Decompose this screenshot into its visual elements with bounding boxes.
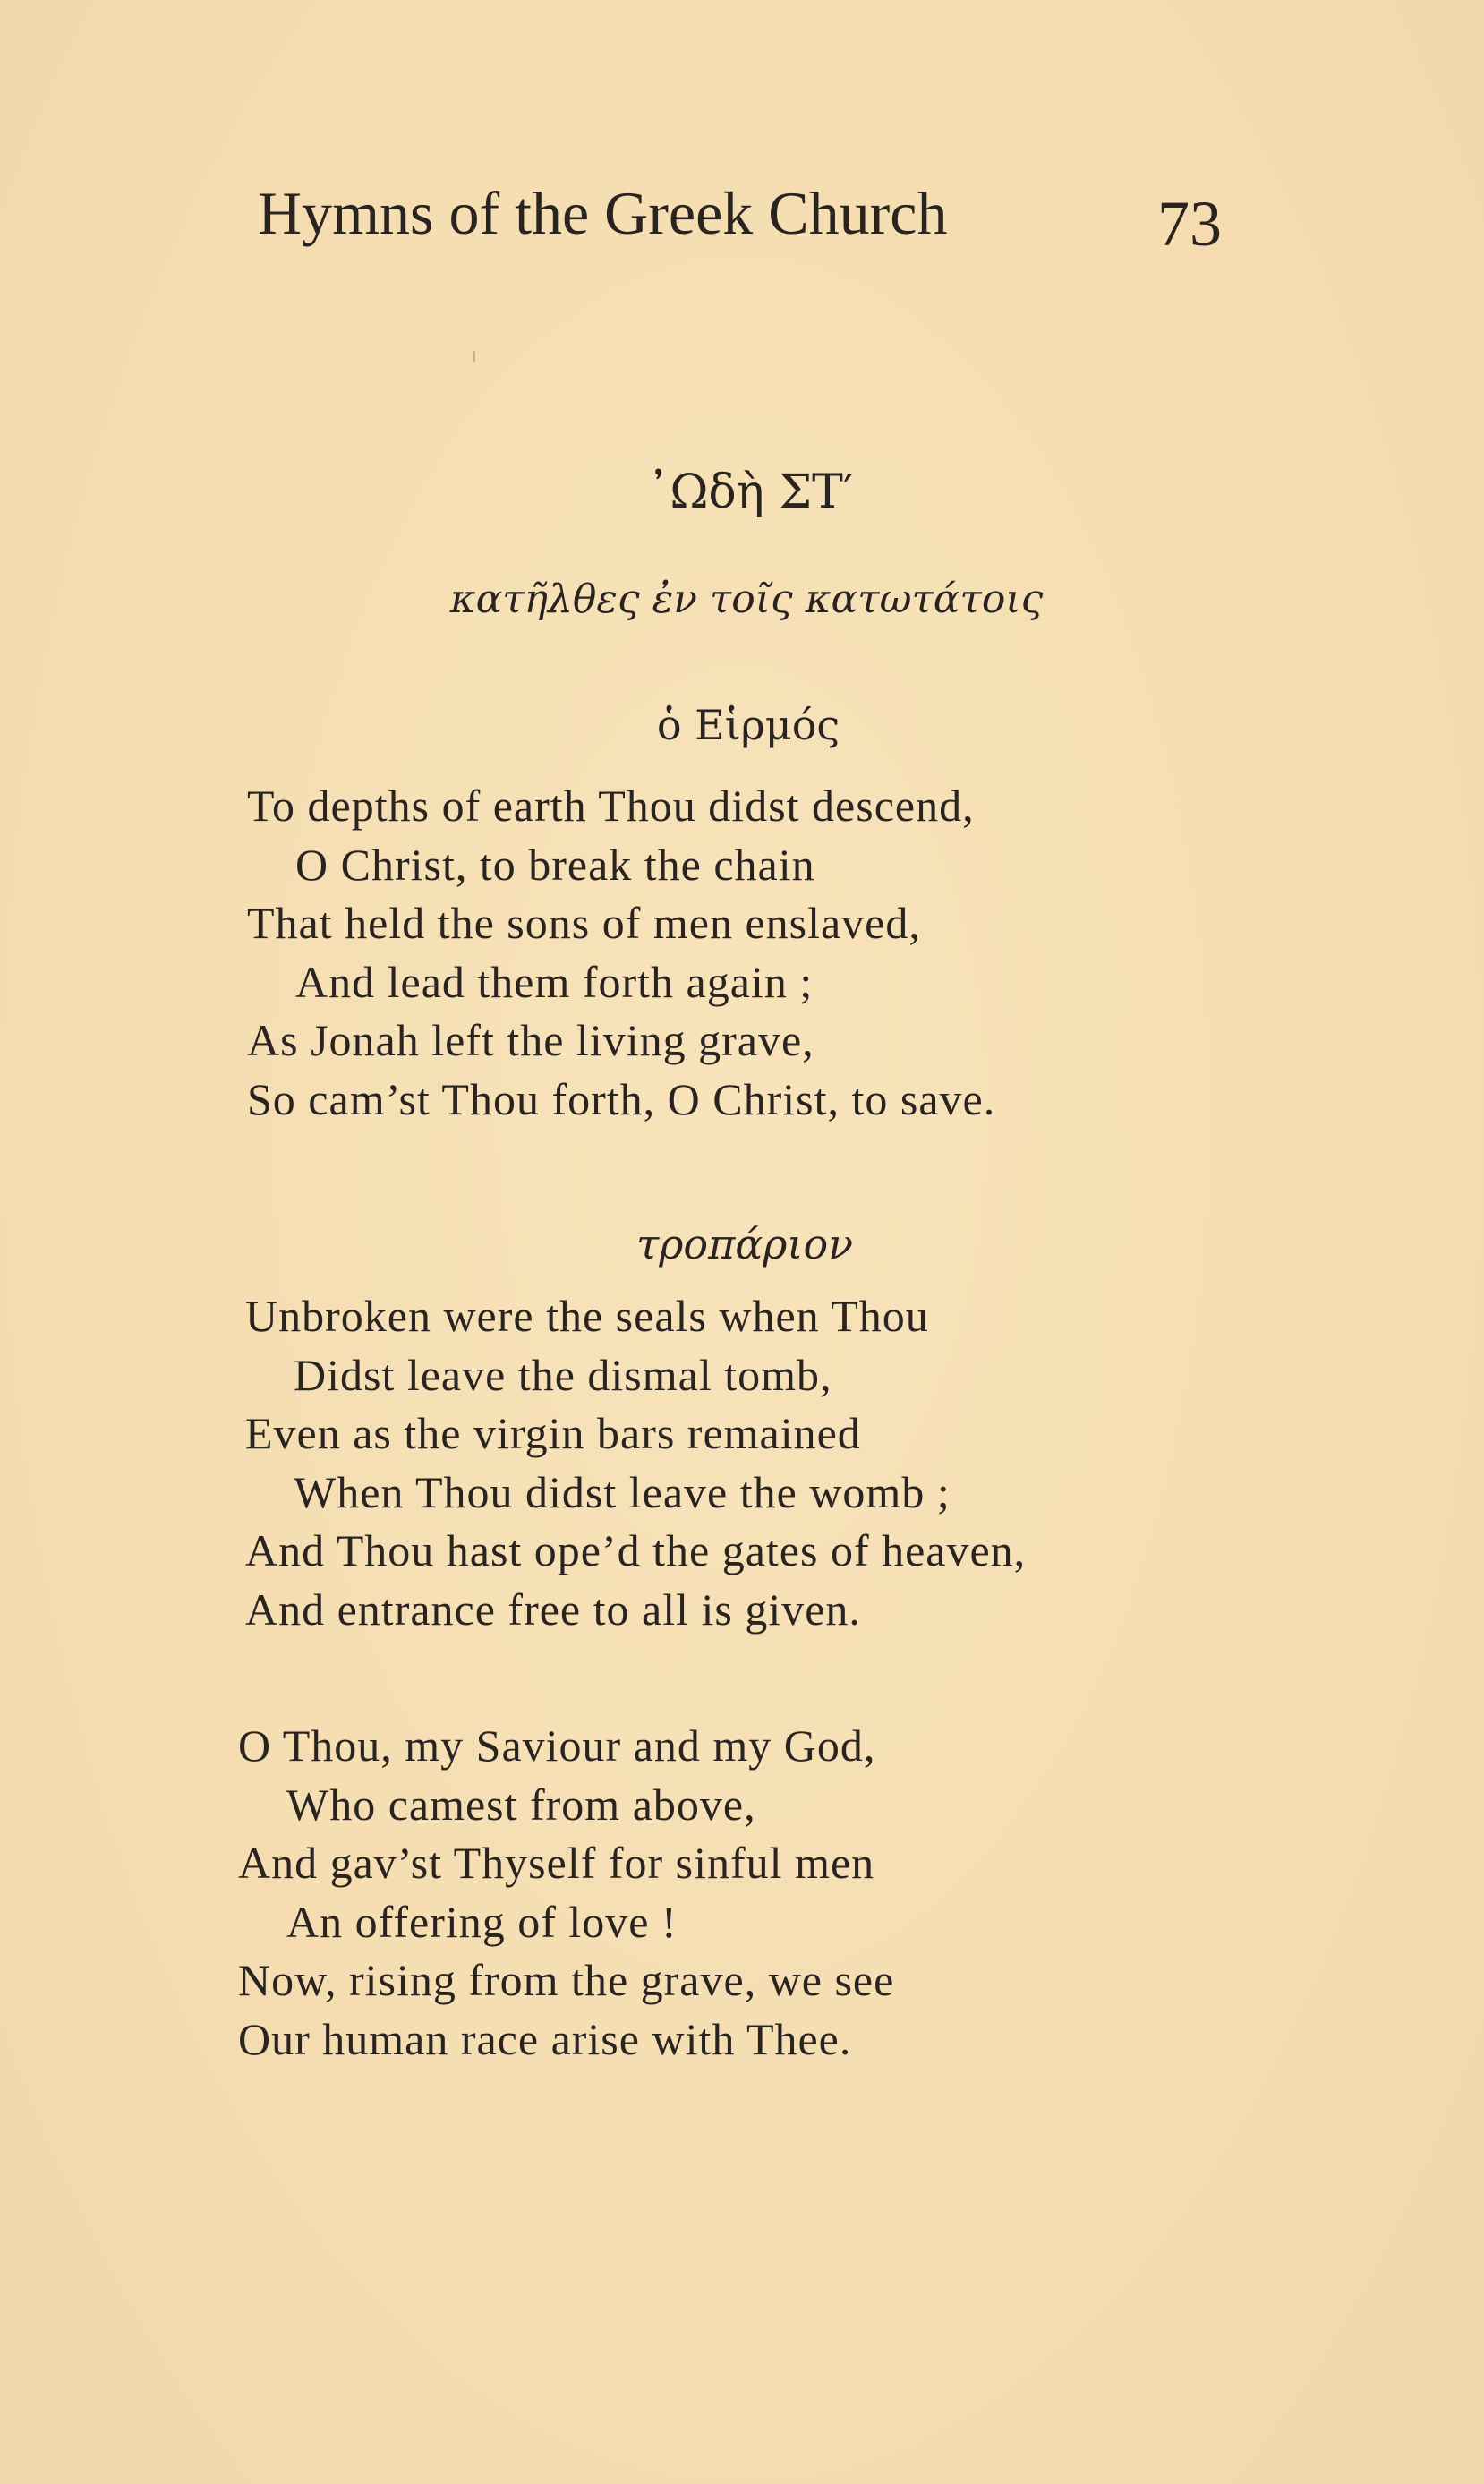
verse-line: Didst leave the dismal tomb,	[294, 1349, 832, 1400]
verse-line: So cam’st Thou forth, O Christ, to save.	[247, 1073, 996, 1124]
verse-line: And entrance free to all is given.	[245, 1583, 861, 1635]
paper-speck	[473, 351, 475, 362]
irmos-stanza	[247, 777, 1249, 1130]
verse-line: Now, rising from the grave, we see	[238, 1955, 895, 2006]
running-head	[258, 177, 1224, 260]
troparion-stanza-1	[245, 1287, 1248, 1640]
verse-line: O Christ, to break the chain	[295, 839, 815, 890]
troparion-stanza-2	[238, 1717, 1241, 2070]
irmos-heading: ὁ Εἱρμός	[656, 701, 840, 749]
verse-line: Even as the virgin bars remained	[245, 1408, 861, 1459]
verse-line: O Thou, my Saviour and my God,	[238, 1720, 876, 1771]
verse-line: And gav’st Thyself for sinful men	[238, 1838, 875, 1889]
verse-line: And Thou hast ope’d the gates of heaven,	[245, 1525, 1027, 1576]
verse-line: Who camest from above,	[286, 1779, 756, 1830]
verse-line: And lead them forth again ;	[295, 956, 814, 1007]
troparion-heading: τροπάριον	[635, 1220, 854, 1268]
verse-line: That held the sons of men enslaved,	[247, 898, 921, 949]
verse-line: As Jonah left the living grave,	[247, 1015, 814, 1066]
ode-title: ᾿Ωδὴ ΣΤ′	[646, 465, 854, 519]
page-number: 73	[1157, 188, 1222, 260]
ode-subtitle: κατῆλθες ἐν τοῖς κατωτάτοις	[449, 576, 1044, 622]
running-head-title: Hymns of the Greek Church	[258, 179, 948, 247]
verse-line: An offering of love !	[286, 1896, 678, 1947]
verse-line: To depths of earth Thou didst descend,	[247, 781, 975, 831]
verse-line: When Thou didst leave the womb ;	[294, 1466, 951, 1517]
verse-line: Unbroken were the seals when Thou	[245, 1291, 929, 1341]
verse-line: Our human race arise with Thee.	[238, 2013, 852, 2064]
